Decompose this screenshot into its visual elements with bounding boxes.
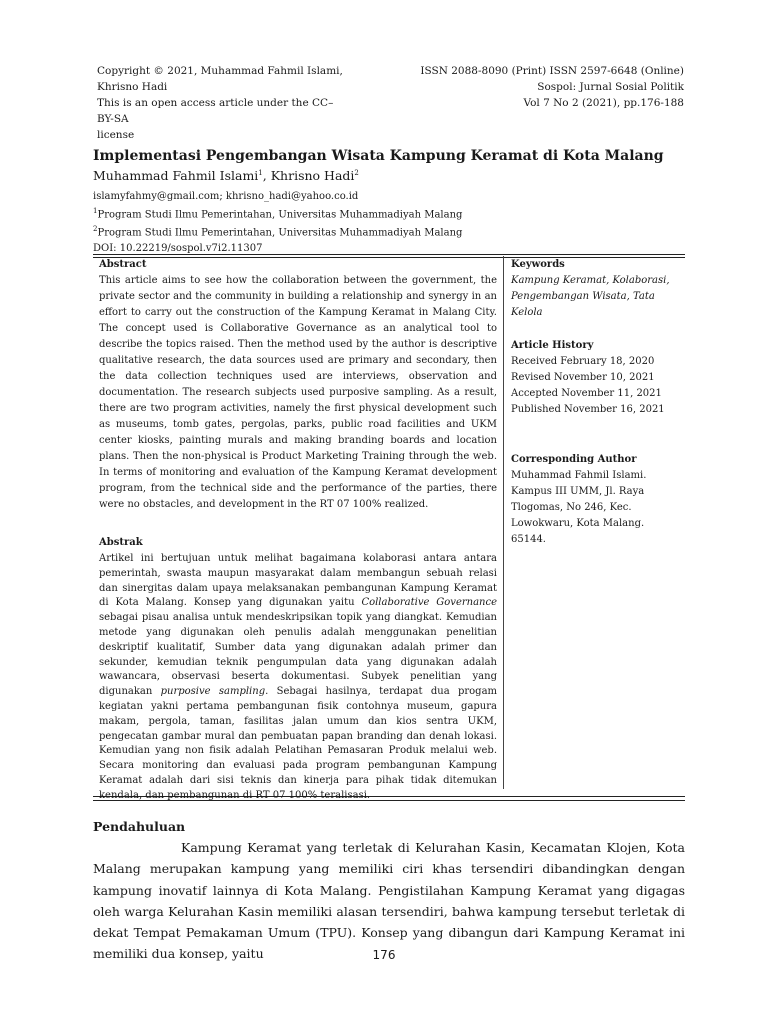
history-item: Accepted November 11, 2021 [511,388,662,399]
abstrak-text-part: Artikel ini bertujuan untuk melihat bagaimana kolaborasi antara antara pemerintah, swasta maupun masyarakat dalam membangun sebuah relasi dan sinergitas dalam upaya melaksanakan pembangunan Kampung Keramat di Kota Malang. Konsep yang digunakan yaitu [99,553,497,609]
history-heading: Article History [511,340,594,351]
doi-link[interactable]: DOI: 10.22219/sospol.v7i2.11307 [93,242,263,254]
column-divider [503,256,504,789]
volume-line: Vol 7 No 2 (2021), pp.176-188 [523,97,684,109]
keywords-box [511,257,687,321]
history-item: Published November 16, 2021 [511,404,665,415]
copyright-line: Khrisno Hadi [97,81,168,93]
abstrak-text-part: Sebagai hasilnya, terdapat dua progam kegiatan yakni pertama pembangunan fisik contohnya museum, gapura makam, pergola, taman, fasilitas jalan umum dan kios sentra UKM, pengecatan gambar mural dan pembuatan papan branding dan denah lokasi. Kemudian yang non fisik adalah Pelatihan Pemasaran Produk melalui web. Secara monitoring dan evaluasi pada program pembangunan Kampung Keramat adalah dari sisi teknis dan kinerja para pihak tidak ditemukan kendala, dan pembangunan di RT 07 100% teralisasi. [99,686,498,801]
section-heading: Pendahuluan [93,819,186,834]
affiliation-sup: 1 [93,207,98,215]
affiliation-text: Program Studi Ilmu Pemerintahan, Universitas Muhammadiyah Malang [97,227,463,239]
copyright-block [97,63,347,143]
abstract-section [99,257,497,513]
issn-line: ISSN 2088-8090 (Print) ISSN 2597-6648 (Online) [420,65,684,77]
corresponding-line: Tlogomas, No 246, Kec. [511,502,632,513]
abstrak-heading: Abstrak [99,537,143,548]
body-paragraph: Kampung Keramat yang terletak di Kelurahan Kasin, Kecamatan Klojen, Kota Malang merupakan kampung yang memiliki ciri khas tersendiri dibandingkan dengan kampung inovatif lainnya di Kota Malang. Pengistilahan Kampung Keramat yang digagas oleh warga Kelurahan Kasin memiliki alasan tersendiri, bahwa kampung tersebut terletak di dekat Tempat Pemakaman Umum (TPU). Konsep yang dibangun dari Kampung Keramat ini memiliki dua konsep, yaitu [93,840,685,962]
abstrak-section [99,535,497,804]
author-sup: 1 [258,168,263,177]
journal-name-line: Sospol: Jurnal Sosial Politik [537,81,684,93]
section-body [93,837,685,965]
top-rule [93,254,685,255]
copyright-line: Copyright © 2021, Muhammad Fahmil Islami, [97,65,343,77]
corresponding-line: Kampus III UMM, Jl. Raya [511,486,645,497]
abstrak-italic: purposive sampling. [160,686,269,698]
history-item: Revised November 10, 2021 [511,372,655,383]
article-history-box [511,338,687,418]
page-number: 176 [372,948,396,962]
abstrak-text-part: sebagai pisau analisa untuk mendeskripsikan topik yang diangkat. Kemudian metode yang digunakan oleh penulis adalah menggunakan penelitian deskriptif kualitatif, Sumber data yang digunakan adalah primer dan sekunder, kemudian teknik pengumpulan data yang digunakan adalah wawancara, observasi beserta dokumentasi. Subyek penelitian yang digunakan [99,612,497,698]
author-emails: islamyfahmy@gmail.com; khrisno_hadi@yahoo.co.id [93,191,359,202]
keywords-text: Kampung Keramat, Kolaborasi, Pengembangan Wisata, Tata Kelola [511,275,670,318]
journal-info-block [354,63,684,111]
abstract-heading: Abstract [99,259,147,270]
author-name: , Khrisno Hadi [262,168,355,183]
license-line: license [97,129,135,141]
affiliation-2 [93,222,693,240]
author-name: Muhammad Fahmil Islami [93,168,259,183]
history-item: Received February 18, 2020 [511,356,655,367]
affiliation-text: Program Studi Ilmu Pemerintahan, Universitas Muhammadiyah Malang [97,209,463,221]
corresponding-heading: Corresponding Author [511,454,637,465]
article-title: Implementasi Pengembangan Wisata Kampung Keramat di Kota Malang [93,148,664,164]
author-sup: 2 [354,168,359,177]
keywords-heading: Keywords [511,259,565,270]
abstrak-text [99,552,497,804]
corresponding-author-box [511,452,687,548]
abstract-text: This article aims to see how the collaboration between the government, the private sector and the community in building a relationship and synergy in an effort to carry out the construction of the Kampung Keramat in Malang City. The concept used is Collaborative Governance as an analytical tool to describe the topics raised. Then the method used by the author is descriptive qualitative research, the data sources used are primary and secondary, then the data collection techniques used are interviews, observation and documentation. The research subjects used purposive sampling. As a result, there are two program activities, namely the first physical development such as museums, tomb gates, pergolas, parks, public road facilities and UKM center kiosks, painting murals and making branding boards and location plans. Then the non-physical is Product Marketing Training through the web. In terms of monitoring and evaluation of the Kampung Keramat development program, from the technical side and the performance of the parties, there were no obstacles, and development in the RT 07 100% realized. [99,275,497,510]
license-line: This is an open access article under the CC–BY-SA [97,97,334,125]
abstrak-italic: Collaborative Governance [361,597,498,609]
corresponding-line: 65144. [511,534,546,545]
corresponding-line: Lowokwaru, Kota Malang. [511,518,645,529]
author-line [93,168,359,183]
author-meta [93,189,693,256]
affiliation-sup: 2 [93,225,98,234]
affiliation-1 [93,204,693,222]
corresponding-line: Muhammad Fahmil Islami. [511,470,647,481]
